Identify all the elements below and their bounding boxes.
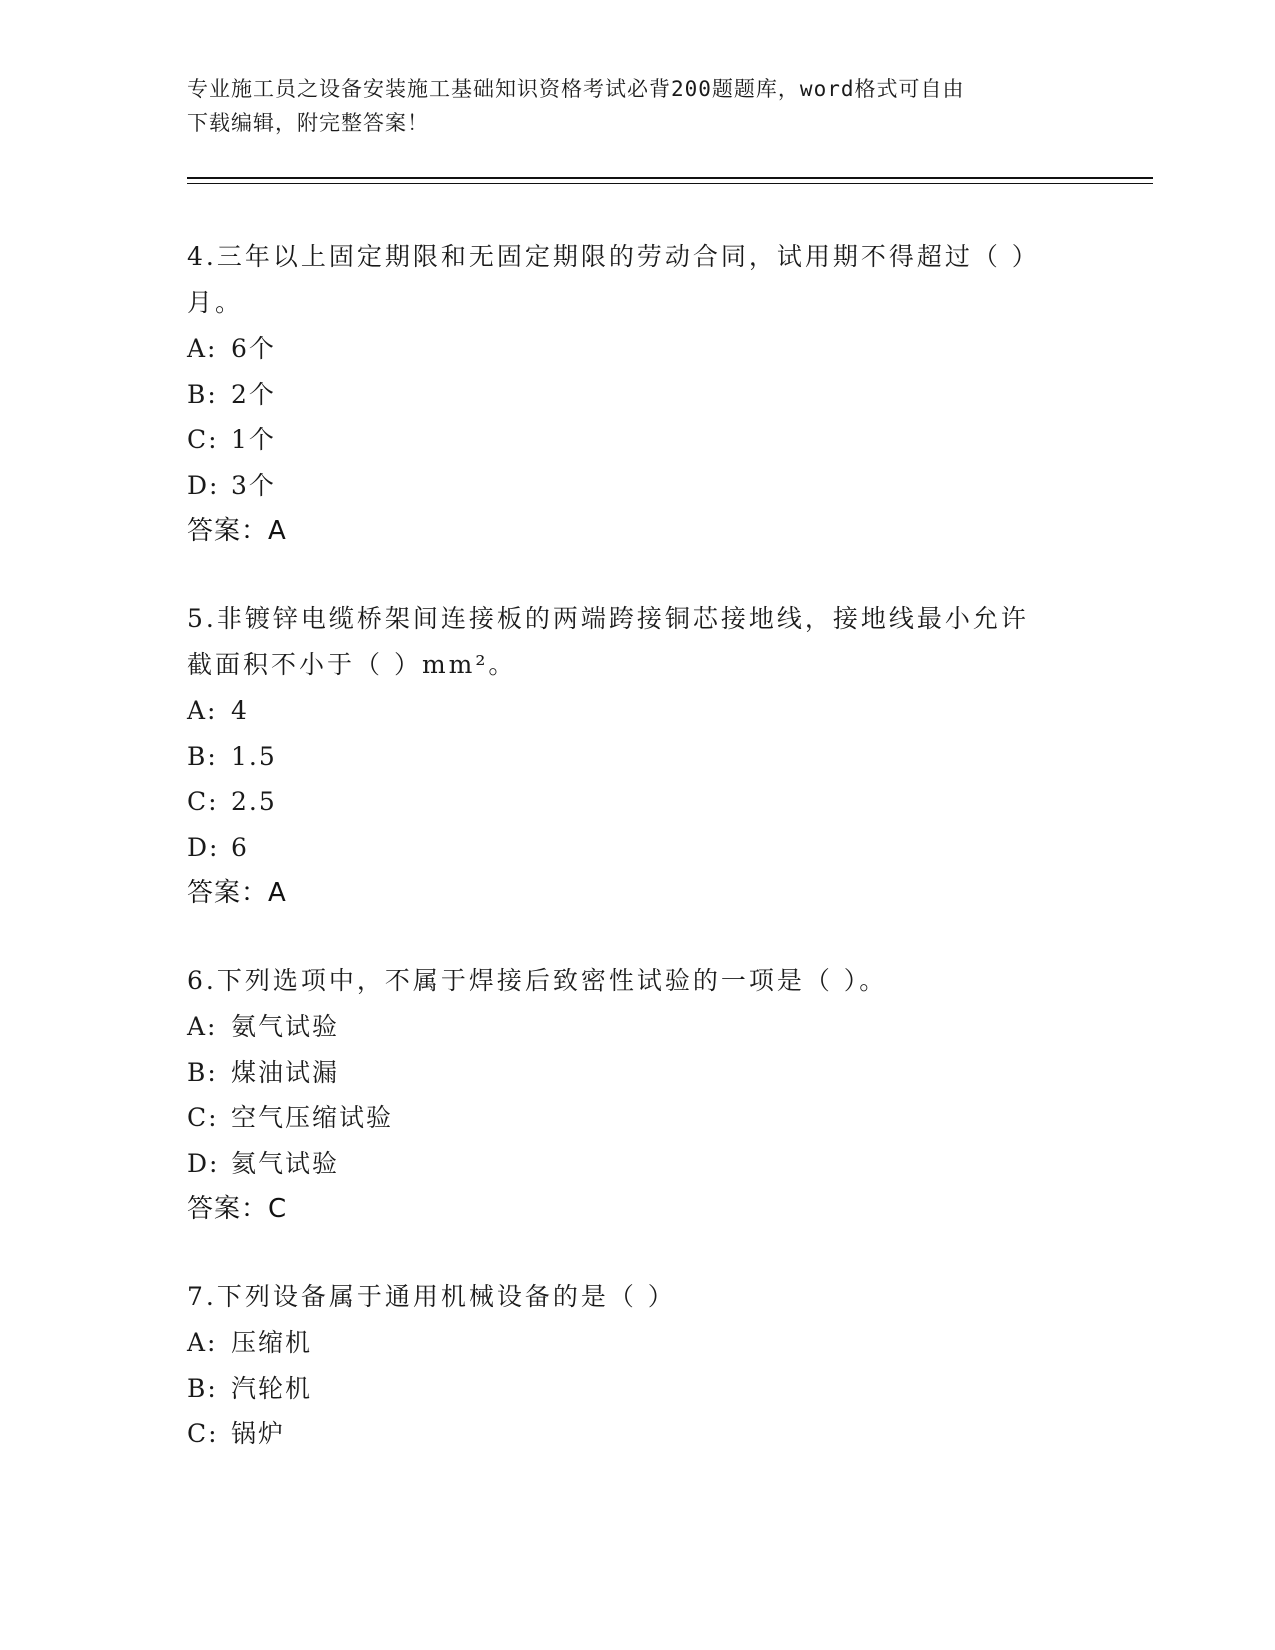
option-a (187, 688, 1087, 734)
option-text: 压缩机 (231, 1328, 313, 1357)
option-letter: B: (187, 1057, 218, 1087)
option-text: 空气压缩试验 (231, 1103, 394, 1132)
question-stem-line: 6.下列选项中，不属于焊接后致密性试验的一项是（ ）。 (187, 966, 888, 995)
option-letter: D: (187, 1148, 220, 1178)
option-text: 3个 (231, 470, 276, 500)
option-letter: D: (187, 832, 220, 862)
option-letter: C: (187, 425, 219, 454)
question-stem-line: 5.非镀锌电缆桥架间连接板的两端跨接铜芯接地线，接地线最小允许 (187, 604, 1029, 633)
option-text: 1个 (231, 425, 276, 454)
option-letter: A: (187, 1012, 218, 1041)
option-text: 2个 (231, 379, 276, 409)
option-letter: D: (187, 470, 220, 500)
answer-line: 答案：A (187, 878, 287, 908)
option-text: 氦气试验 (231, 1148, 340, 1178)
option-a (187, 1320, 1087, 1366)
option-b (187, 1366, 1087, 1412)
option-letter: A: (187, 1328, 218, 1357)
option-d (187, 463, 1087, 509)
option-b (187, 372, 1087, 418)
question-7 (187, 1274, 1087, 1457)
question-stem (187, 596, 1087, 688)
option-text: 汽轮机 (231, 1373, 313, 1403)
header-line-1: 专业施工员之设备安装施工基础知识资格考试必背200题题库，word格式可自由 (187, 77, 965, 101)
option-c (187, 417, 1087, 463)
option-c (187, 1095, 1087, 1141)
option-text: 煤油试漏 (231, 1057, 340, 1087)
question-stem (187, 234, 1087, 326)
option-text: 2.5 (231, 787, 277, 816)
option-c (187, 779, 1087, 825)
option-text: 4 (231, 696, 249, 725)
option-a (187, 1004, 1087, 1050)
answer-line: 答案：A (187, 516, 287, 546)
question-list (187, 234, 1087, 1499)
answer-line: 答案：C (187, 1194, 288, 1224)
option-b (187, 1050, 1087, 1096)
question-5 (187, 596, 1087, 916)
option-text: 氨气试验 (231, 1012, 340, 1041)
option-letter: A: (187, 334, 218, 363)
option-d (187, 1141, 1087, 1187)
option-a (187, 326, 1087, 372)
option-text: 6个 (231, 334, 276, 363)
question-stem-line: 月。 (187, 288, 244, 317)
option-c (187, 1411, 1087, 1457)
option-letter: B: (187, 741, 218, 771)
question-6 (187, 958, 1087, 1232)
question-stem (187, 1274, 1087, 1320)
question-stem-line: 截面积不小于（ ）mm²。 (187, 650, 517, 679)
question-stem-line: 7.下列设备属于通用机械设备的是（ ） (187, 1282, 676, 1311)
option-letter: C: (187, 1103, 219, 1132)
option-b (187, 734, 1087, 780)
document-header (187, 72, 1087, 140)
option-text: 1.5 (231, 741, 277, 771)
option-text: 6 (231, 832, 249, 862)
header-divider-thick (187, 177, 1153, 179)
header-line-2: 下载编辑，附完整答案！ (187, 111, 429, 135)
question-stem (187, 958, 1087, 1004)
header-divider-thin (187, 183, 1153, 184)
option-letter: C: (187, 787, 219, 816)
option-d (187, 825, 1087, 871)
option-letter: C: (187, 1419, 219, 1448)
question-stem-line: 4.三年以上固定期限和无固定期限的劳动合同，试用期不得超过（ ） (187, 242, 1040, 271)
option-text: 锅炉 (231, 1419, 286, 1448)
option-letter: B: (187, 1373, 218, 1403)
option-letter: B: (187, 379, 218, 409)
question-4 (187, 234, 1087, 554)
option-letter: A: (187, 696, 218, 725)
